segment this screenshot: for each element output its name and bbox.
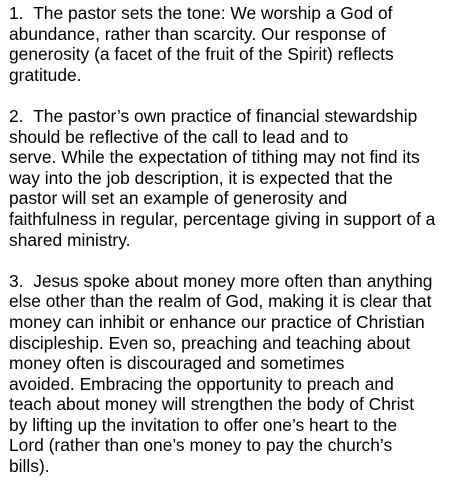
point-1 (9, 3, 471, 85)
point-number: 2. (9, 105, 24, 126)
point-line: teach about money will strengthen the body of Christ (9, 394, 415, 415)
point-line: discipleship. Even so, preaching and teaching about (9, 332, 411, 353)
point-line (9, 106, 471, 127)
point-text: Jesus spoke about money more often than anything (33, 270, 433, 291)
point-line: bills). (9, 456, 50, 477)
point-line: faithfulness in regular, percentage giving in support of a (9, 208, 436, 229)
point-line: abundance, rather than scarcity. Our response of (9, 23, 386, 44)
point-line: gratitude. (9, 64, 82, 85)
point-line: money can inhibit or enhance our practice of Christian (9, 311, 425, 332)
point-number: 3. (9, 270, 24, 291)
point-text: The pastor’s own practice of financial stewardship (33, 105, 418, 126)
point-line (9, 271, 471, 292)
point-line: money often is discouraged and sometimes (9, 353, 345, 374)
point-line: pastor will set an example of generosity and (9, 188, 348, 209)
point-line: shared ministry. (9, 229, 131, 250)
document-body (9, 3, 471, 477)
point-2 (9, 106, 471, 250)
point-text: The pastor sets the tone: We worship a God of (33, 3, 393, 23)
point-line (9, 3, 471, 24)
point-line: generosity (a facet of the fruit of the Spirit) reflects (9, 44, 394, 65)
paragraph-spacer (9, 250, 471, 271)
point-line: Lord (rather than one’s money to pay the church’s (9, 435, 393, 456)
point-line: avoided. Embracing the opportunity to preach and (9, 373, 394, 394)
point-line: else other than the realm of God, making it is clear that (9, 291, 432, 312)
point-line: way into the job description, it is expected that the (9, 167, 393, 188)
point-number: 1. (9, 3, 24, 23)
paragraph-spacer (9, 85, 471, 106)
point-line: serve. While the expectation of tithing may not find its (9, 147, 420, 168)
point-3 (9, 271, 471, 477)
point-line: by lifting up the invitation to offer one’s heart to the (9, 414, 398, 435)
point-line: should be reflective of the call to lead and to (9, 126, 349, 147)
